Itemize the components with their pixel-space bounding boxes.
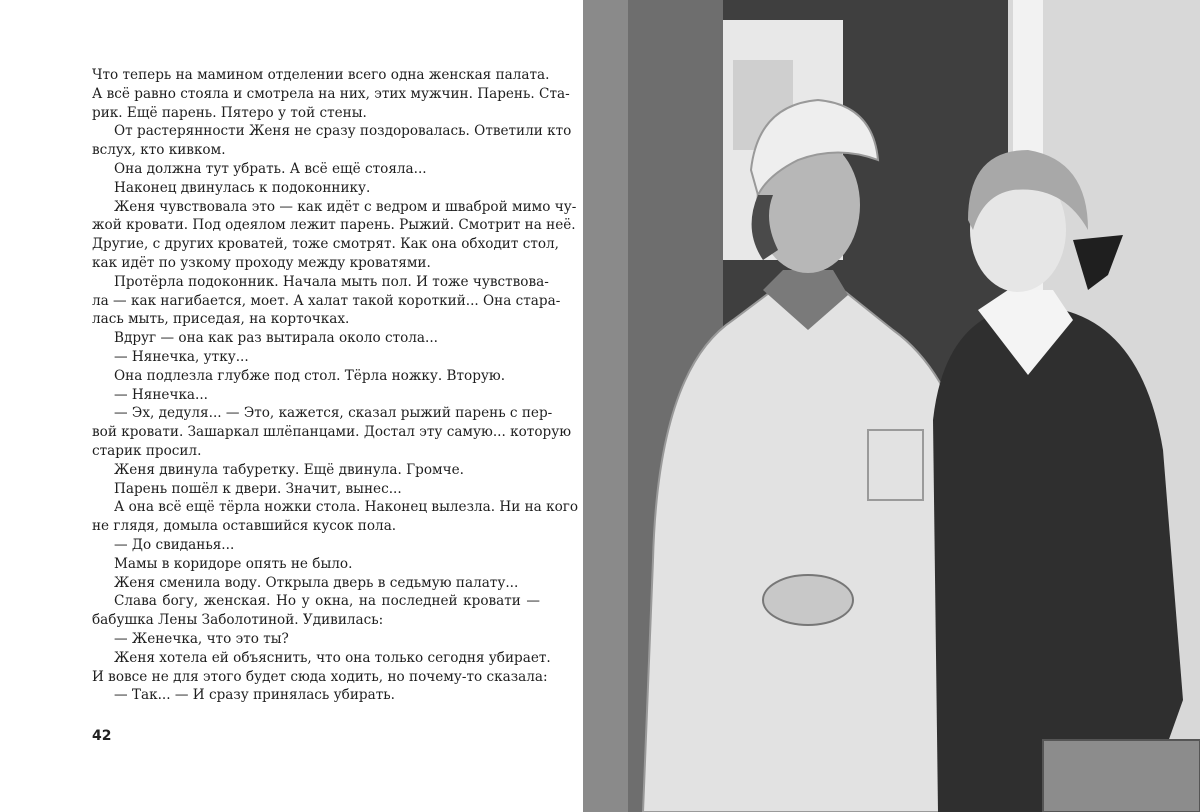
text-line: не глядя, домыла оставшийся кусок пола. [92,518,397,535]
text-line: Женя чувствовала это — как идёт с ведром и шваброй мимо чу- [114,198,577,215]
text-line: А она всё ещё тёрла ножки стола. Наконец вылезла. Ни на кого [114,499,579,516]
illustration-page [583,0,1200,812]
text-line: — Женечка, что это ты? [114,630,289,647]
text-line: старик просил. [92,442,202,459]
text-line: Женя сменила воду. Открыла дверь в седьмую палату... [114,574,519,591]
illustration [583,0,1200,812]
hands-with-glasses [763,575,853,625]
left-page [0,0,583,812]
text-line: Мамы в коридоре опять не было. [114,555,353,572]
text-line: Протёрла подоконник. Начала мыть пол. И тоже чувствова- [114,273,549,290]
text-line: А всё равно стояла и смотрела на них, этих мужчин. Парень. Ста- [92,85,570,102]
body-text [92,66,579,705]
text-line: Вдруг — она как раз вытирала около стола... [114,330,438,347]
text-line: Она должна тут убрать. А всё ещё стояла... [114,160,427,177]
text-line: И вовсе не для этого будет сюда ходить, но почему-то сказала: [92,668,548,685]
text-line: жой кровати. Под одеялом лежит парень. Рыжий. Смотрит на неё. [92,217,576,234]
text-line: Она подлезла глубже под стол. Тёрла ножку. Вторую. [114,367,506,384]
text-line: бабушка Лены Заболотиной. Удивилась: [92,612,384,629]
text-line: лась мыть, приседая, на корточках. [92,311,350,328]
text-line: Наконец двинулась к подоконнику. [114,179,371,196]
page-number: 42 [92,728,112,744]
text-line: — До свиданья... [114,536,235,553]
text-line: ла — как нагибается, моет. А халат такой короткий... Она стара- [92,292,561,309]
text-line: как идёт по узкому проходу между кроватями. [92,254,431,271]
briefcase [1043,740,1200,812]
text-line: — Нянечка, утку... [114,348,249,365]
door-frame-left [583,0,628,812]
text-line: Женя хотела ей объяснить, что она только сегодня убирает. [114,649,551,666]
text-line: вой кровати. Зашаркал шлёпанцами. Достал эту самую... которую [92,424,572,441]
text-line: — Так... — И сразу принялась убирать. [114,687,395,704]
text-line: Женя двинула табуретку. Ещё двинула. Громче. [114,461,464,478]
text-line: Другие, с других кроватей, тоже смотрят. Как она обходит стол, [92,236,559,253]
text-line: Что теперь на мамином отделении всего одна женская палата. [92,67,550,83]
text-line: вслух, кто кивком. [92,142,226,159]
text-line: Парень пошёл к двери. Значит, вынес... [114,480,402,497]
text-line: Слава богу, женская. Но у окна, на последней кровати — [114,593,540,610]
text-line: От растерянности Женя не сразу поздоровалась. Ответили кто [114,123,572,140]
text-line: рик. Ещё парень. Пятеро у той стены. [92,104,367,121]
text-line: — Эх, дедуля... — Это, кажется, сказал рыжий парень с пер- [114,405,553,422]
text-line: — Нянечка... [114,386,209,403]
